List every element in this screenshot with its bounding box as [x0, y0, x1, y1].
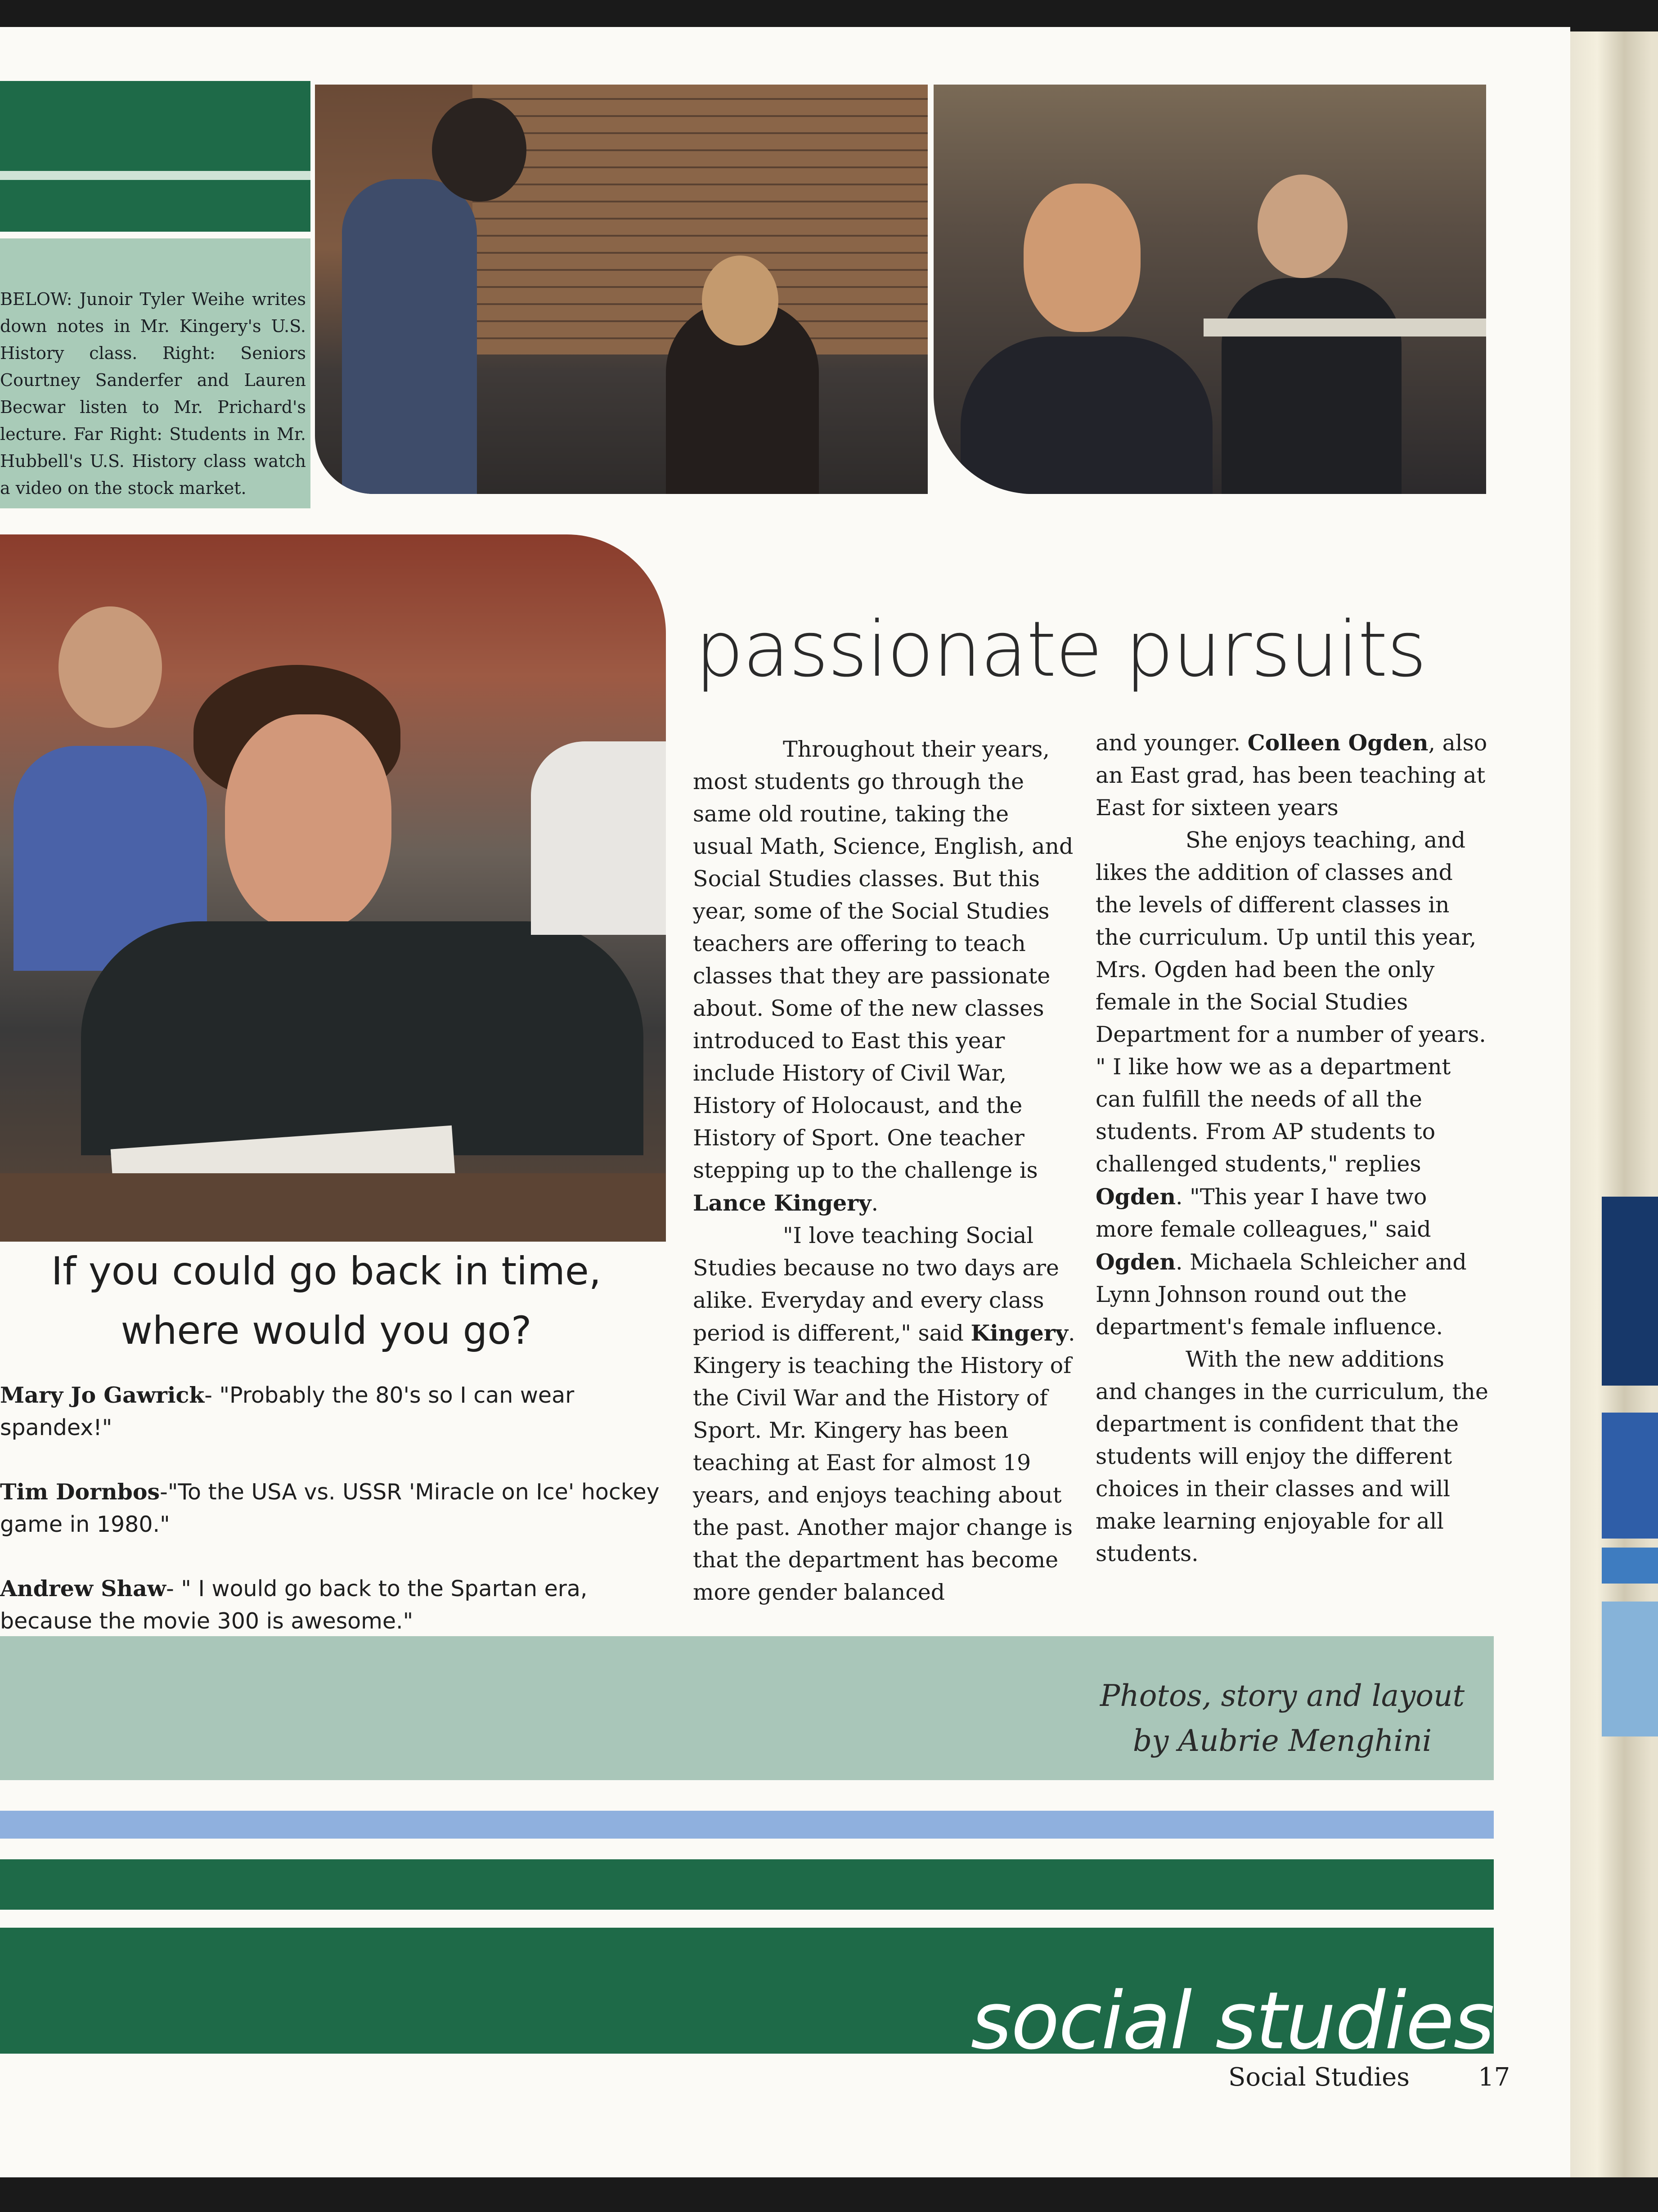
story-col2-p1b: , also an East grad, has been teaching at East for sixteen years — [1096, 730, 1487, 821]
answer-name: Mary Jo Gawrick — [0, 1382, 205, 1408]
student-white-shirt — [531, 741, 666, 935]
yearbook-page — [0, 27, 1570, 2177]
blue-stripe — [0, 1811, 1494, 1839]
background-student — [58, 606, 162, 728]
answer-item — [0, 1572, 661, 1638]
student-shirt-2 — [1222, 278, 1402, 494]
student-figure-2 — [1258, 175, 1348, 278]
student-shirt — [961, 337, 1213, 494]
story-paragraph-2a: "I love teaching Social Studies because no two days are alike. Everyday and every class period is different," said — [693, 1223, 1059, 1346]
color-tab-navy — [1602, 1197, 1658, 1386]
footer-section: Social Studies — [1228, 2063, 1410, 2092]
photo-lecture — [315, 85, 928, 494]
question-title: If you could go back in time, where would you go? — [51, 1249, 602, 1353]
desk-surface — [1204, 319, 1486, 337]
section-title: social studies — [971, 1975, 1494, 2067]
photo-caption: BELOW: Junoir Tyler Weihe writes down notes in Mr. Kingery's U.S. History class. Right: Seniors Courtney Sanderfer and Lauren Becwar listen to Mr. Prichard's lecture. Far Right: Students in Mr. Hubbell's U.S. History class watch a video on the stock market. — [0, 238, 310, 508]
photo-students — [934, 85, 1486, 494]
answer-text: - "Probably the 80's so I can wear spandex!" — [0, 1382, 575, 1440]
page-number: 17 — [1478, 2063, 1510, 2092]
book-edge — [1570, 31, 1658, 2177]
main-student-body — [81, 921, 643, 1155]
color-tab-lightblue — [1602, 1602, 1658, 1736]
green-stripe — [0, 1859, 1494, 1910]
teacher-name-kingery-2: Kingery — [971, 1320, 1069, 1346]
teacher-figure — [342, 179, 477, 494]
student-head-1 — [702, 256, 778, 345]
photo-student-writing — [0, 534, 666, 1242]
answer-item — [0, 1379, 661, 1444]
answer-item — [0, 1476, 661, 1541]
story-paragraph-1: Throughout their years, most students go through the same old routine, taking the usual Math, Science, English, and Social Studies classes. But this year, some of the Social Studies teachers are offering to teach classes that they are passionate about. Some of the new classes introduced to East this year include History of Civil War, History of Holocaust, and the History of Sport. One teacher stepping up to the challenge is — [693, 736, 1074, 1183]
teacher-name-ogden-2: Ogden — [1096, 1184, 1176, 1210]
color-tab-blue — [1602, 1413, 1658, 1539]
story-column-1: Throughout their years, most students go through the same old routine, taking the usual Math, Science, English, and Social Studies classes. But this year, some of the Social Studies teachers are offering to teach classes that they are passionate about. Some of the new classes introduced to East this year include History of Civil War, History of Holocaust, and the History of Sport. One teacher stepping up to the challenge is Lance Kingery. "I love teaching Social Studies because no two days are alike. Everyday and every class period is different," said Kingery. Kingery is teaching the History of the Civil War and the History of Sport. Mr. Kingery has been teaching at East for almost 19 years, and enjoys teaching about the past. Another major change is that the department has become more gender balanced — [693, 736, 1075, 1605]
green-band-top — [0, 81, 310, 232]
green-band-light — [0, 171, 310, 180]
teacher-name-ogden-3: Ogden — [1096, 1249, 1176, 1275]
student-face — [1024, 184, 1141, 332]
color-tab-midblue — [1602, 1548, 1658, 1584]
headline: passionate pursuits — [695, 605, 1426, 694]
story-paragraph-2b: Kingery is teaching the History of the Civil War and the History of Sport. Mr. Kingery has been teaching at East for almost 19 years, and enjoys teaching about the past. Another major change is that the department has become more gender balanced — [693, 1353, 1073, 1605]
answer-name: Tim Dornbos — [0, 1479, 160, 1505]
story-column-2: and younger. Colleen Ogden, also an East grad, has been teaching at East for sixteen years She enjoys teaching, and likes the addition of classes and the levels of different classes in the curriculum. Up until this year, Mrs. Ogden had been the only female in the Social Studies Department for a number of years. " I like how we as a department can fulfill the needs of all the students. From AP students to challenged students," replies Ogden. "This year I have two more female colleagues," said Ogden. Michaela Schleicher and Lynn Johnson round out the department's female influence. With the new additions and changes in the curriculum, the department is confident that the students will enjoy the different choices in their classes and will make learning enjoyable for all students. — [1096, 727, 1492, 1570]
credit-line-2: by Aubrie Menghini — [1132, 1723, 1432, 1758]
story-col2-p1a: and younger. — [1096, 730, 1240, 756]
desk — [0, 1173, 666, 1242]
story-col2-p3a: " I like how we as a department can fulfill the needs of all the students. From AP students to challenged students," replies — [1096, 1054, 1451, 1177]
answer-name: Andrew Shaw — [0, 1575, 166, 1602]
photo-credit — [1080, 1674, 1485, 1763]
story-col2-p4: With the new additions and changes in the curriculum, the department is confident that the students will enjoy the different choices in their classes and will make learning enjoyable for all students. — [1096, 1346, 1488, 1566]
teacher-name-ogden: Colleen Ogden — [1247, 730, 1429, 756]
story-col2-p3c: Michaela Schleicher and Lynn Johnson round out the department's female influence. — [1096, 1249, 1467, 1340]
story-col2-p2: She enjoys teaching, and likes the addition of classes and the levels of different classes in the curriculum. Up until this year, Mrs. Ogden had been the only female in the Social Studies Department for a number of years. — [1096, 827, 1486, 1047]
story-col2-p3b: "This year I have two more female colleagues," said — [1096, 1184, 1431, 1242]
teacher-head — [432, 98, 526, 202]
credit-line-1: Photos, story and layout — [1100, 1678, 1465, 1713]
answer-text: - " I would go back to the Spartan era, because the movie 300 is awesome." — [0, 1576, 588, 1634]
main-student-face — [225, 714, 391, 930]
answer-text: -"To the USA vs. USSR 'Miracle on Ice' hockey game in 1980." — [0, 1479, 660, 1537]
teacher-name-kingery: Lance Kingery — [693, 1190, 872, 1216]
